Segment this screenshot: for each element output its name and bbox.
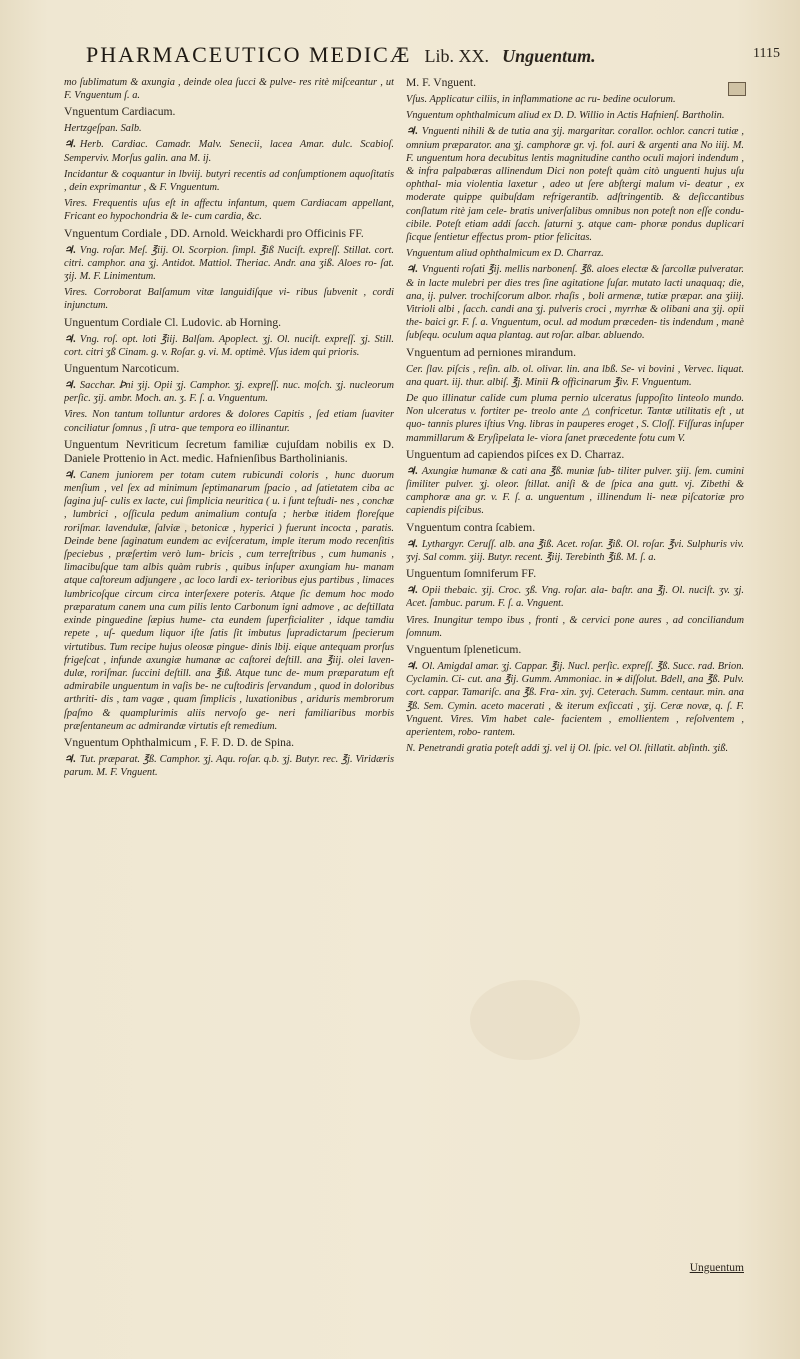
body-paragraph: Vnguentum aliud ophthalmicum ex D. Charraz.	[406, 248, 604, 260]
recipe-text: Vng. roſ. opt. loti ℥iij. Balſam. Apoplect. ʒj. Ol. nuciſt. expreſſ. ʒj. Still. cort. citri ʒß Cinam. g. v. Roſar. g. vi. M. optimè. Vſus idem qui prioris.	[64, 333, 394, 358]
recipe-heading: M. F. Vnguent.	[406, 76, 477, 89]
recipe-symbol-icon: ♃.	[64, 753, 76, 765]
recipe-text: Herb. Cardiac. Camadr. Malv. Senecii, lacea Amar. dulc. Scabioſ. Semperviv. Morſus galin. ana M. ij.	[64, 139, 394, 164]
page-number: 1115	[753, 46, 780, 61]
recipe-prescription	[64, 138, 394, 164]
recipe-text: Lythargyr. Ceruſſ. alb. ana ℥iß. Acet. roſar. ℥iß. Ol. roſar. ℥vi. Sulphuris viv. ʒvj. Sal comm. ʒiij. Butyr. recent. ℥iij. Terebinth ℥iß. M. ſ. a.	[406, 538, 744, 563]
recipe-text: Vnguenti roſati ℥ij. mellis narbonenſ. ℥ß. aloes electæ & ſarcollæ pulveratar. & in lacte mulebri per dies tres ſine agitatione ſuſar. mutato lacti unaquaq; die, ana, ij. pulver. trochiſcorum albor. rhaſis , boli armenæ, tutiæ præpar. ana ʒiiij. Vitrioli albi , ſacch. candi ana ʒj. pulveris croci , myrrhæ & olibani ana ʒij. opii the- baici gr. F. ſ. a. Vnguentum, ocul. ad modum præceden- tis indendum , manè ſubſequ. oculum aqua plantag. aut roſar. albar. abluendo.	[406, 264, 744, 342]
recipe-symbol-icon: ♃.	[406, 585, 418, 597]
recipe-text: Vnguenti nihili & de tutia ana ʒij. margaritar. corallor. ochlor. cancri tutiæ , omnium præparator. ana ʒj. camphoræ gr. vj. fol. auri & argenti ana No iiij. M. F. unguentum hora decubitus lentis magnitudine cantho oculi majori indendum , & infra palpabæras allinendum Dici non poteſt quàm citò unguenti hujus uſu ophthal- mia violentia laxetur , adeo ut ſere abſtergi malum vi- deatur , ex moderate quippe quibuſdam refrigerantib. adſtringentib. & deſiccantibus conſlatum ritè jam cele- bratis univerſalibus omnibus non poteſt non eſſe condu- cibile. Poteſt etiam addi ſacch. ſaturni ʒ. atque cam- phoræ pondus duplicari ſicque ſentietur effectus prom- ptior felicitas.	[406, 126, 744, 244]
recipe-text: Tut. præparat. ℥ß. Camphor. ʒj. Aqu. roſar. q.b. ʒj. Butyr. rec. ℥j. Viridæris parum. M. F. Vnguent.	[64, 753, 394, 779]
recipe-prescription	[406, 125, 744, 244]
recipe-heading: Vnguentum Cardiacum.	[64, 105, 176, 119]
recipe-text: Sacchar. Ꝧni ʒij. Opii ʒj. Camphor. ʒj. expreſſ. nuc. moſch. ʒj. nucleorum perſic. ʒij. ambr. Moch. an. ʒ. F. ſ. a. Vnguentum.	[64, 380, 394, 405]
recipe-prescription	[406, 538, 744, 564]
recipe-symbol-icon: ♃.	[64, 333, 76, 345]
recipe-prescription	[406, 660, 744, 739]
recipe-symbol-icon: ♃.	[406, 538, 418, 550]
recipe-symbol-icon: ♃.	[406, 465, 418, 477]
recipe-text: Axungiæ humanæ & cati ana ℥ß. muniæ ſub- tiliter pulver. ʒiij. ſem. cumini ſimiliter pulver. ʒj. oleor. ſtillat. aniſi & de ſpica ana gutt. vj. Zibethi & camphoræ ana gr. v. F. ſ. a. unguentum , illinendum li- neæ piſcatoriæ pro capiendis piſcibus.	[406, 465, 744, 517]
catchword: Unguentum	[689, 1262, 744, 1274]
body-paragraph: Cer. ſlav. piſcis , reſin. alb. ol. olivar. lin. ana lbß. Se- vi bovini , Vervec. liquat. ana quart. iij. thur. albiſ. ℥j. Minii ℞ officinarum ℥iv. F. Vnguentum.	[406, 363, 744, 388]
running-header	[86, 42, 786, 70]
right-column	[406, 76, 744, 1338]
recipe-heading: Unguentum ſomniferum FF.	[406, 567, 537, 581]
recipe-heading: Unguentum ad capiendos piſces ex D. Charraz.	[406, 447, 625, 461]
left-column	[64, 76, 394, 1338]
body-paragraph: Vnguentum ophthalmicum aliud ex D. D. Willio in Actis Hafnienſ. Bartholin.	[406, 110, 725, 122]
recipe-prescription	[406, 263, 744, 342]
body-paragraph: De quo illinatur calide cum pluma pernio ulceratus ſuppoſito linteolo mundo. Non ulceratus v. fortiter pe- treolo ante △ confricetur. Tantæ utilitatis eſt , ut quo- tannis plures iſtius Vng. libras in pauperes eroget , S. Cloſſ. Fiſſuras inſuper mammillarum & Eryſipelata le- viora ſanet præcedente fotu cum V.	[406, 393, 744, 444]
body-paragraph: Incidantur & coquantur in lbviij. butyri recentis ad conſumptionem aquoſitatis , dein exprimantur , & F. Vnguentum.	[64, 168, 394, 194]
recipe-symbol-icon: ♃.	[406, 660, 418, 672]
recipe-symbol-icon: ♃.	[64, 244, 76, 256]
recipe-prescription	[64, 333, 394, 359]
body-paragraph: mo ſublimatum & axungia , deinde olea ſucci & pulve- res ritè miſceantur , ut F. Vnguentum ſ. a.	[64, 77, 394, 102]
recipe-text: Canem juniorem per totam cutem rubicundi coloris , hunc duorum menſium , vel ſex ad minimum ſeptimanarum ſpacio , ad ſatietatem ciba ac ſagina juſ- culis ex lacte, cui ſimplicia neuritica ( u. i ſunt teſtudi- nes , conchæ , lumbrici , oſſicula pedum animalium contuſa ; herbæ itidem floreſque roriſmar. lavendulæ, ſalviæ , betonicæ , hyperici ) fuerunt incocta , paratis. Deinde bene ſaginatum eundem ac eviſceratum, imple iterum modo recenſitis ſpeciebus , præſertim verò lum- bricis , cum terreſtribus , cum humanis , limacibuſque tam albis quàm rubris , quibus inſuper axungiam hu- manam atque caſtoreum adjungere , ac loco lardi ex- terioribus ejus partibus , limaces lumbricoſque circum circa interſexere poteris. Atque ſic demum hoc modo præparatum canem una cum pilis lento Carbonum igni admove , ac deſtillata exinde pinguedine ſæpius hume- cta eundem ſuperficialiter , idque tamdiu repete , uſ- quedum liquor iſte ſatis ſit imbutus ſupradictarum ſpecierum virtutibus. Tum recipe hujus oleosæ pingue- dinis lbij. eique antequam prorſus frigeſcat , infunde axungiæ humanæ ac caſtorei deſtill. ana ℥iij. olei laven- dulæ, roriſmar. ſuccini deſtill. ana ℥iß. Atque tunc de- mum præparatum eſt admirabile unguentum in vaſis be- ne cuſtodiris ſervandum , quod in doloribus arthriti- dis , tam vagæ , quam ſimplicis , luxationibus , ariduris membrorum ſpaſmo & quamplurimis aliis nervoſo ge- neri familiaribus morbis præſentaneum ac admirandæ virtutis eſt remedium.	[64, 469, 394, 732]
body-paragraph: Vires. Corroborat Balſamum vitæ languidiſque vi- ribus ſubvenit , cordi injunctum.	[64, 287, 394, 312]
recipe-prescription	[64, 469, 394, 733]
recipe-text: Ol. Amigdal amar. ʒj. Cappar. ℥ij. Nucl. perſic. expreſſ. ℥ß. Succ. rad. Brion. Cyclamin. Ci- cut. ana ℥ij. Gumm. Ammoniac. in ⚹ diſſolut. Bdell, ana ℥ß. Pulv. cort. cappar. Tamariſc. ana ℥ß. Fra- xin. ʒvj. Ceterach. Summ. centaur. min. ana ℥ß. Sem. Cymin. aceto macerati , & iterum exſiccati , ʒij. Ceræ novæ, q. ſ. F. Vnguent. Vires. Vim habet cale- facientem , emollientem , reſolventem , aperientem, robo- rantem.	[406, 660, 744, 738]
recipe-text: Vng. roſar. Meſ. ℥iij. Ol. Scorpion. ſimpl. ℥iß Nuciſt. expreſſ. Stillat. cort. citri. camphor. ana ʒj. Antidot. Mattiol. Theriac. Andr. ana ʒiß. Aloes ro- ſat. ʒij. M. F. Linimentum.	[64, 244, 394, 283]
book-number: Lib. XX.	[424, 46, 490, 66]
recipe-heading: Unguentum Narcoticum.	[64, 362, 180, 376]
recipe-heading: Unguentum Nevriticum ſecretum familiæ cujuſdam nobilis ex D. Daniele Prottenio in Act. medic. Hafnienſibus Bartholinianis.	[64, 437, 394, 465]
recipe-prescription	[406, 465, 744, 518]
body-paragraph: Vires. Frequentis uſus eſt in affectu infantum, quem Cardiacam appellant, Fricant eo hypochondria & le- cum cardia, &c.	[64, 198, 394, 223]
body-paragraph: Vires. Inungitur tempo ibus , fronti , & cervici pone aures , ad conciliandum ſomnum.	[406, 614, 744, 639]
recipe-symbol-icon: ♃.	[406, 264, 418, 276]
recipe-heading: Unguentum Cordiale Cl. Ludovic. ab Horning.	[64, 315, 282, 329]
recipe-subheading: Hertzgeſpan. Salb.	[64, 123, 142, 135]
recipe-prescription	[64, 753, 394, 779]
body-paragraph: N. Penetrandi gratia poteſt addi ʒj. vel ij Ol. ſpic. vel Ol. ſtillatit. abſinth. ʒiß.	[406, 743, 729, 755]
running-title: PHARMACEUTICO MEDICÆ	[86, 42, 412, 67]
recipe-prescription	[406, 584, 744, 610]
recipe-symbol-icon: ♃.	[406, 126, 418, 138]
recipe-heading: Vnguentum Ophthalmicum , F. F. D. D. de Spina.	[64, 735, 295, 749]
recipe-prescription	[64, 379, 394, 405]
recipe-heading: Vnguentum ſpleneticum.	[406, 642, 522, 656]
recipe-heading: Vnguentum contra ſcabiem.	[406, 520, 536, 534]
recipe-heading: Vnguentum ad perniones mirandum.	[406, 345, 577, 359]
body-paragraph: Vſus. Applicatur ciliis, in inflammatione ac ru- bedine oculorum.	[406, 94, 676, 105]
section-title: Unguentum.	[502, 46, 596, 66]
recipe-heading: Vnguentum Cordiale , DD. Arnold. Weickhardi pro Officinis FF.	[64, 226, 364, 240]
recipe-symbol-icon: ♃.	[64, 469, 76, 481]
body-paragraph: Vires. Non tantum tolluntur ardores & dolores Capitis , ſed etiam ſuaviter conciliatur ſomnus , ſi utra- que tempora eo illinantur.	[64, 409, 394, 434]
recipe-symbol-icon: ♃.	[64, 139, 76, 151]
recipe-symbol-icon: ♃.	[64, 380, 76, 392]
recipe-prescription	[64, 244, 394, 284]
recipe-text: Opii thebaic. ʒij. Croc. ʒß. Vng. roſar. ala- baſtr. ana ℥j. Ol. nuciſt. ʒv. ʒj. Acet. ſambuc. parum. F. ſ. a. Vnguent.	[406, 585, 744, 610]
